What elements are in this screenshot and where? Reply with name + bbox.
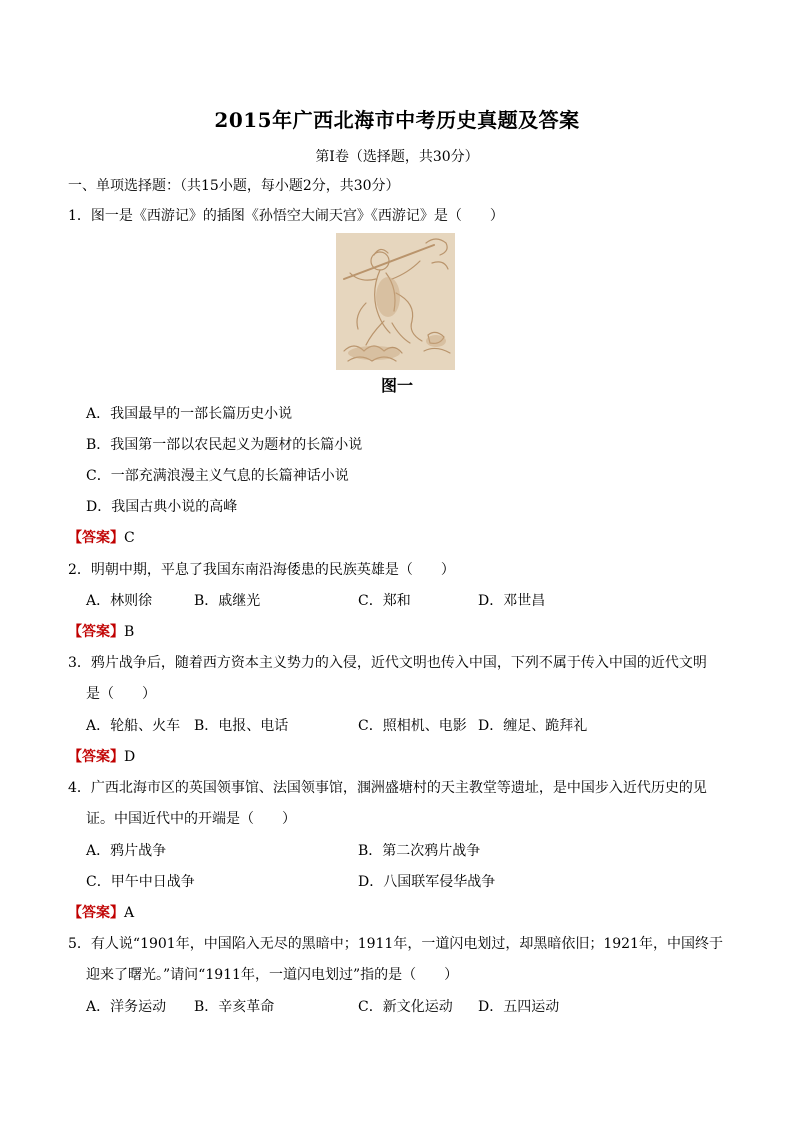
question-5-stem-line-2: 迎来了曙光。”请问“1911年，一道闪电划过”指的是（ ） xyxy=(86,967,459,983)
section-heading: 一、单项选择题：（共15小题，每小题2分，共30分） xyxy=(68,178,400,194)
question-3-stem-line-2: 是（ ） xyxy=(86,686,156,702)
question-1-option-d: D．我国古典小说的高峰 xyxy=(86,499,238,515)
question-4-option-a: A．鸦片战争 xyxy=(86,843,167,859)
answer-label: 【答案】 xyxy=(68,530,124,546)
question-2-stem: 2．明朝中期，平息了我国东南沿海倭患的民族英雄是（ ） xyxy=(68,562,455,578)
answer-value: D xyxy=(124,749,136,765)
question-2-answer xyxy=(68,622,134,642)
question-3-answer xyxy=(68,747,135,767)
question-3-option-d: D．缠足、跪拜礼 xyxy=(478,718,588,734)
answer-label: 【答案】 xyxy=(68,905,124,921)
question-3-option-c: C．照相机、电影 xyxy=(358,718,467,734)
question-1-answer xyxy=(68,528,135,548)
question-4-stem-line-1: 4．广西北海市区的英国领事馆、法国领事馆，涠洲盛塘村的天主教堂等遗址，是中国步入近代历史的见 xyxy=(68,780,707,796)
question-1-option-a: A．我国最早的一部长篇历史小说 xyxy=(86,406,293,422)
question-1-option-c: C．一部充满浪漫主义气息的长篇神话小说 xyxy=(86,468,349,484)
question-3-option-b: B．电报、电话 xyxy=(194,718,289,734)
question-5-option-c: C．新文化运动 xyxy=(358,999,453,1015)
section-subtitle: 第Ⅰ卷（选择题，共30分） xyxy=(315,149,479,165)
question-5-option-b: B．辛亥革命 xyxy=(194,999,275,1015)
question-1-stem: 1．图一是《西游记》的插图《孙悟空大闹天宫》《西游记》是（ ） xyxy=(68,208,504,224)
question-3-stem-line-1: 3．鸦片战争后，随着西方资本主义势力的入侵，近代文明也传入中国，下列不属于传入中国的近代文明 xyxy=(68,655,707,671)
question-5-option-d: D．五四运动 xyxy=(478,999,560,1015)
question-3-option-a: A．轮船、火车 xyxy=(86,718,181,734)
document-title: 2015年广西北海市中考历史真题及答案 xyxy=(214,108,580,132)
answer-value: B xyxy=(124,624,135,640)
question-2-option-d: D．邓世昌 xyxy=(478,593,546,609)
question-4-option-c: C．甲午中日战争 xyxy=(86,874,195,890)
answer-label: 【答案】 xyxy=(68,749,124,765)
question-5-option-a: A．洋务运动 xyxy=(86,999,167,1015)
question-2-option-b: B．戚继光 xyxy=(194,593,261,609)
question-1-option-b: B．我国第一部以农民起义为题材的长篇小说 xyxy=(86,437,363,453)
question-2-option-a: A．林则徐 xyxy=(86,593,153,609)
question-4-option-d: D．八国联军侵华战争 xyxy=(358,874,496,890)
answer-label: 【答案】 xyxy=(68,624,124,640)
answer-value: A xyxy=(124,905,135,921)
question-4-stem-line-2: 证。中国近代中的开端是（ ） xyxy=(86,811,296,827)
question-4-option-b: B．第二次鸦片战争 xyxy=(358,843,481,859)
figure-caption: 图一 xyxy=(380,376,413,395)
question-5-stem-line-1: 5．有人说“1901年，中国陷入无尽的黑暗中；1911年，一道闪电划过，却黑暗依旧；1921年，中国终于 xyxy=(68,936,723,952)
monkey-king-illustration xyxy=(336,233,455,370)
question-4-answer xyxy=(68,903,134,923)
question-2-option-c: C．郑和 xyxy=(358,593,411,609)
answer-value: C xyxy=(124,530,135,546)
